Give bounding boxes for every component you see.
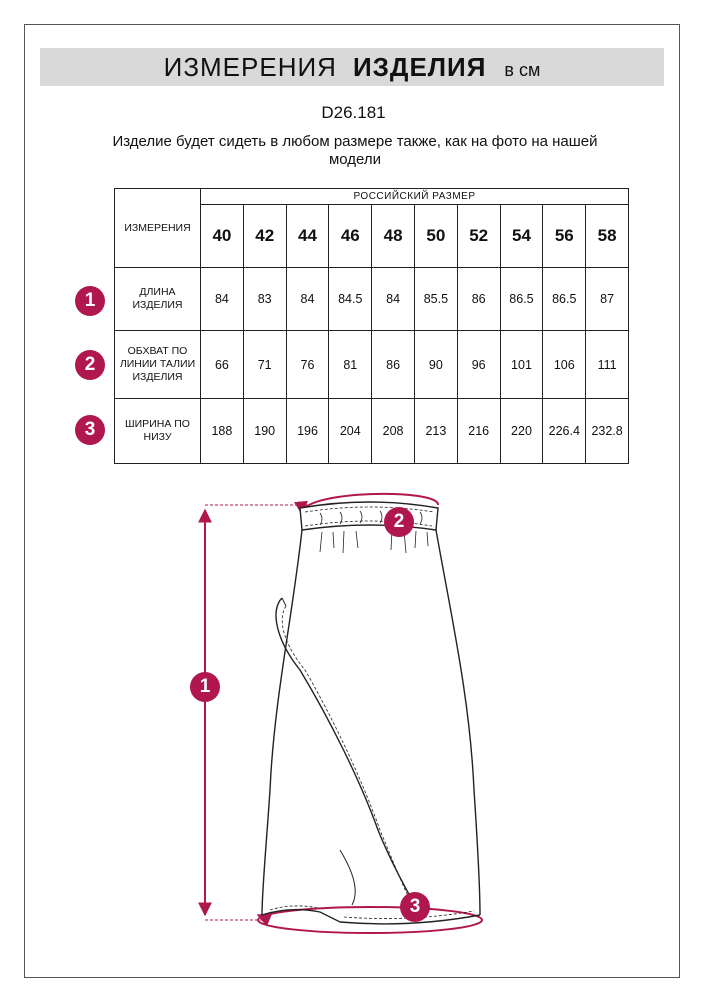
row-label: ШИРИНА ПО НИЗУ: [115, 399, 201, 464]
size-header: 46: [329, 205, 372, 268]
drawing-badge-1: 1: [190, 672, 220, 702]
title-unit: в см: [504, 60, 541, 80]
table-cell: 83: [243, 268, 286, 331]
table-cell: 111: [586, 331, 629, 399]
skirt-left-side: [262, 530, 302, 915]
title-product: ИЗДЕЛИЯ: [352, 52, 487, 82]
table-cell: 90: [414, 331, 457, 399]
row-badge-3: 3: [75, 415, 105, 445]
table-cell: 101: [500, 331, 543, 399]
size-header: 42: [243, 205, 286, 268]
title-measurements: ИЗМЕРЕНИЯ: [163, 52, 337, 82]
waistband: [300, 502, 438, 530]
table-cell: 71: [243, 331, 286, 399]
table-cell: 87: [586, 268, 629, 331]
table-cell: 196: [286, 399, 329, 464]
corner-label: ИЗМЕРЕНИЯ: [115, 189, 201, 268]
table-cell: 96: [457, 331, 500, 399]
table-cell: 86.5: [500, 268, 543, 331]
table-cell: 86: [457, 268, 500, 331]
drawing-badge-3: 3: [400, 892, 430, 922]
table-cell: 76: [286, 331, 329, 399]
table-cell: 220: [500, 399, 543, 464]
size-header: 58: [586, 205, 629, 268]
table-cell: 106: [543, 331, 586, 399]
size-header: 52: [457, 205, 500, 268]
drawing-badge-2: 2: [384, 507, 414, 537]
table-cell: 84.5: [329, 268, 372, 331]
table-cell: 84: [286, 268, 329, 331]
table-cell: 86.5: [543, 268, 586, 331]
table-cell: 86: [372, 331, 415, 399]
table-cell: 216: [457, 399, 500, 464]
table-cell: 84: [372, 268, 415, 331]
row-label: ОБХВАТ ПО ЛИНИИ ТАЛИИ ИЗДЕЛИЯ: [115, 331, 201, 399]
table-cell: 66: [201, 331, 244, 399]
table-cell: 208: [372, 399, 415, 464]
size-header: 56: [543, 205, 586, 268]
size-header: 54: [500, 205, 543, 268]
table-cell: 190: [243, 399, 286, 464]
table-cell: 85.5: [414, 268, 457, 331]
product-code: D26.181: [321, 103, 386, 122]
skirt-right-side: [436, 530, 480, 915]
table-cell: 84: [201, 268, 244, 331]
row-badge-1: 1: [75, 286, 105, 316]
table-cell: 81: [329, 331, 372, 399]
table-cell: 204: [329, 399, 372, 464]
size-header: 48: [372, 205, 415, 268]
table-cell: 232.8: [586, 399, 629, 464]
size-group-label: РОССИЙСКИЙ РАЗМЕР: [201, 189, 629, 205]
size-header: 44: [286, 205, 329, 268]
row-label: ДЛИНА ИЗДЕЛИЯ: [115, 268, 201, 331]
skirt-hem: [262, 910, 480, 924]
size-header: 50: [414, 205, 457, 268]
size-header: 40: [201, 205, 244, 268]
row-badge-2: 2: [75, 350, 105, 380]
fit-note: Изделие будет сидеть в любом размере также, как на фото на нашей модели: [112, 133, 598, 168]
wrap-edge: [276, 598, 412, 900]
table-cell: 188: [201, 399, 244, 464]
table-cell: 213: [414, 399, 457, 464]
table-cell: 226.4: [543, 399, 586, 464]
